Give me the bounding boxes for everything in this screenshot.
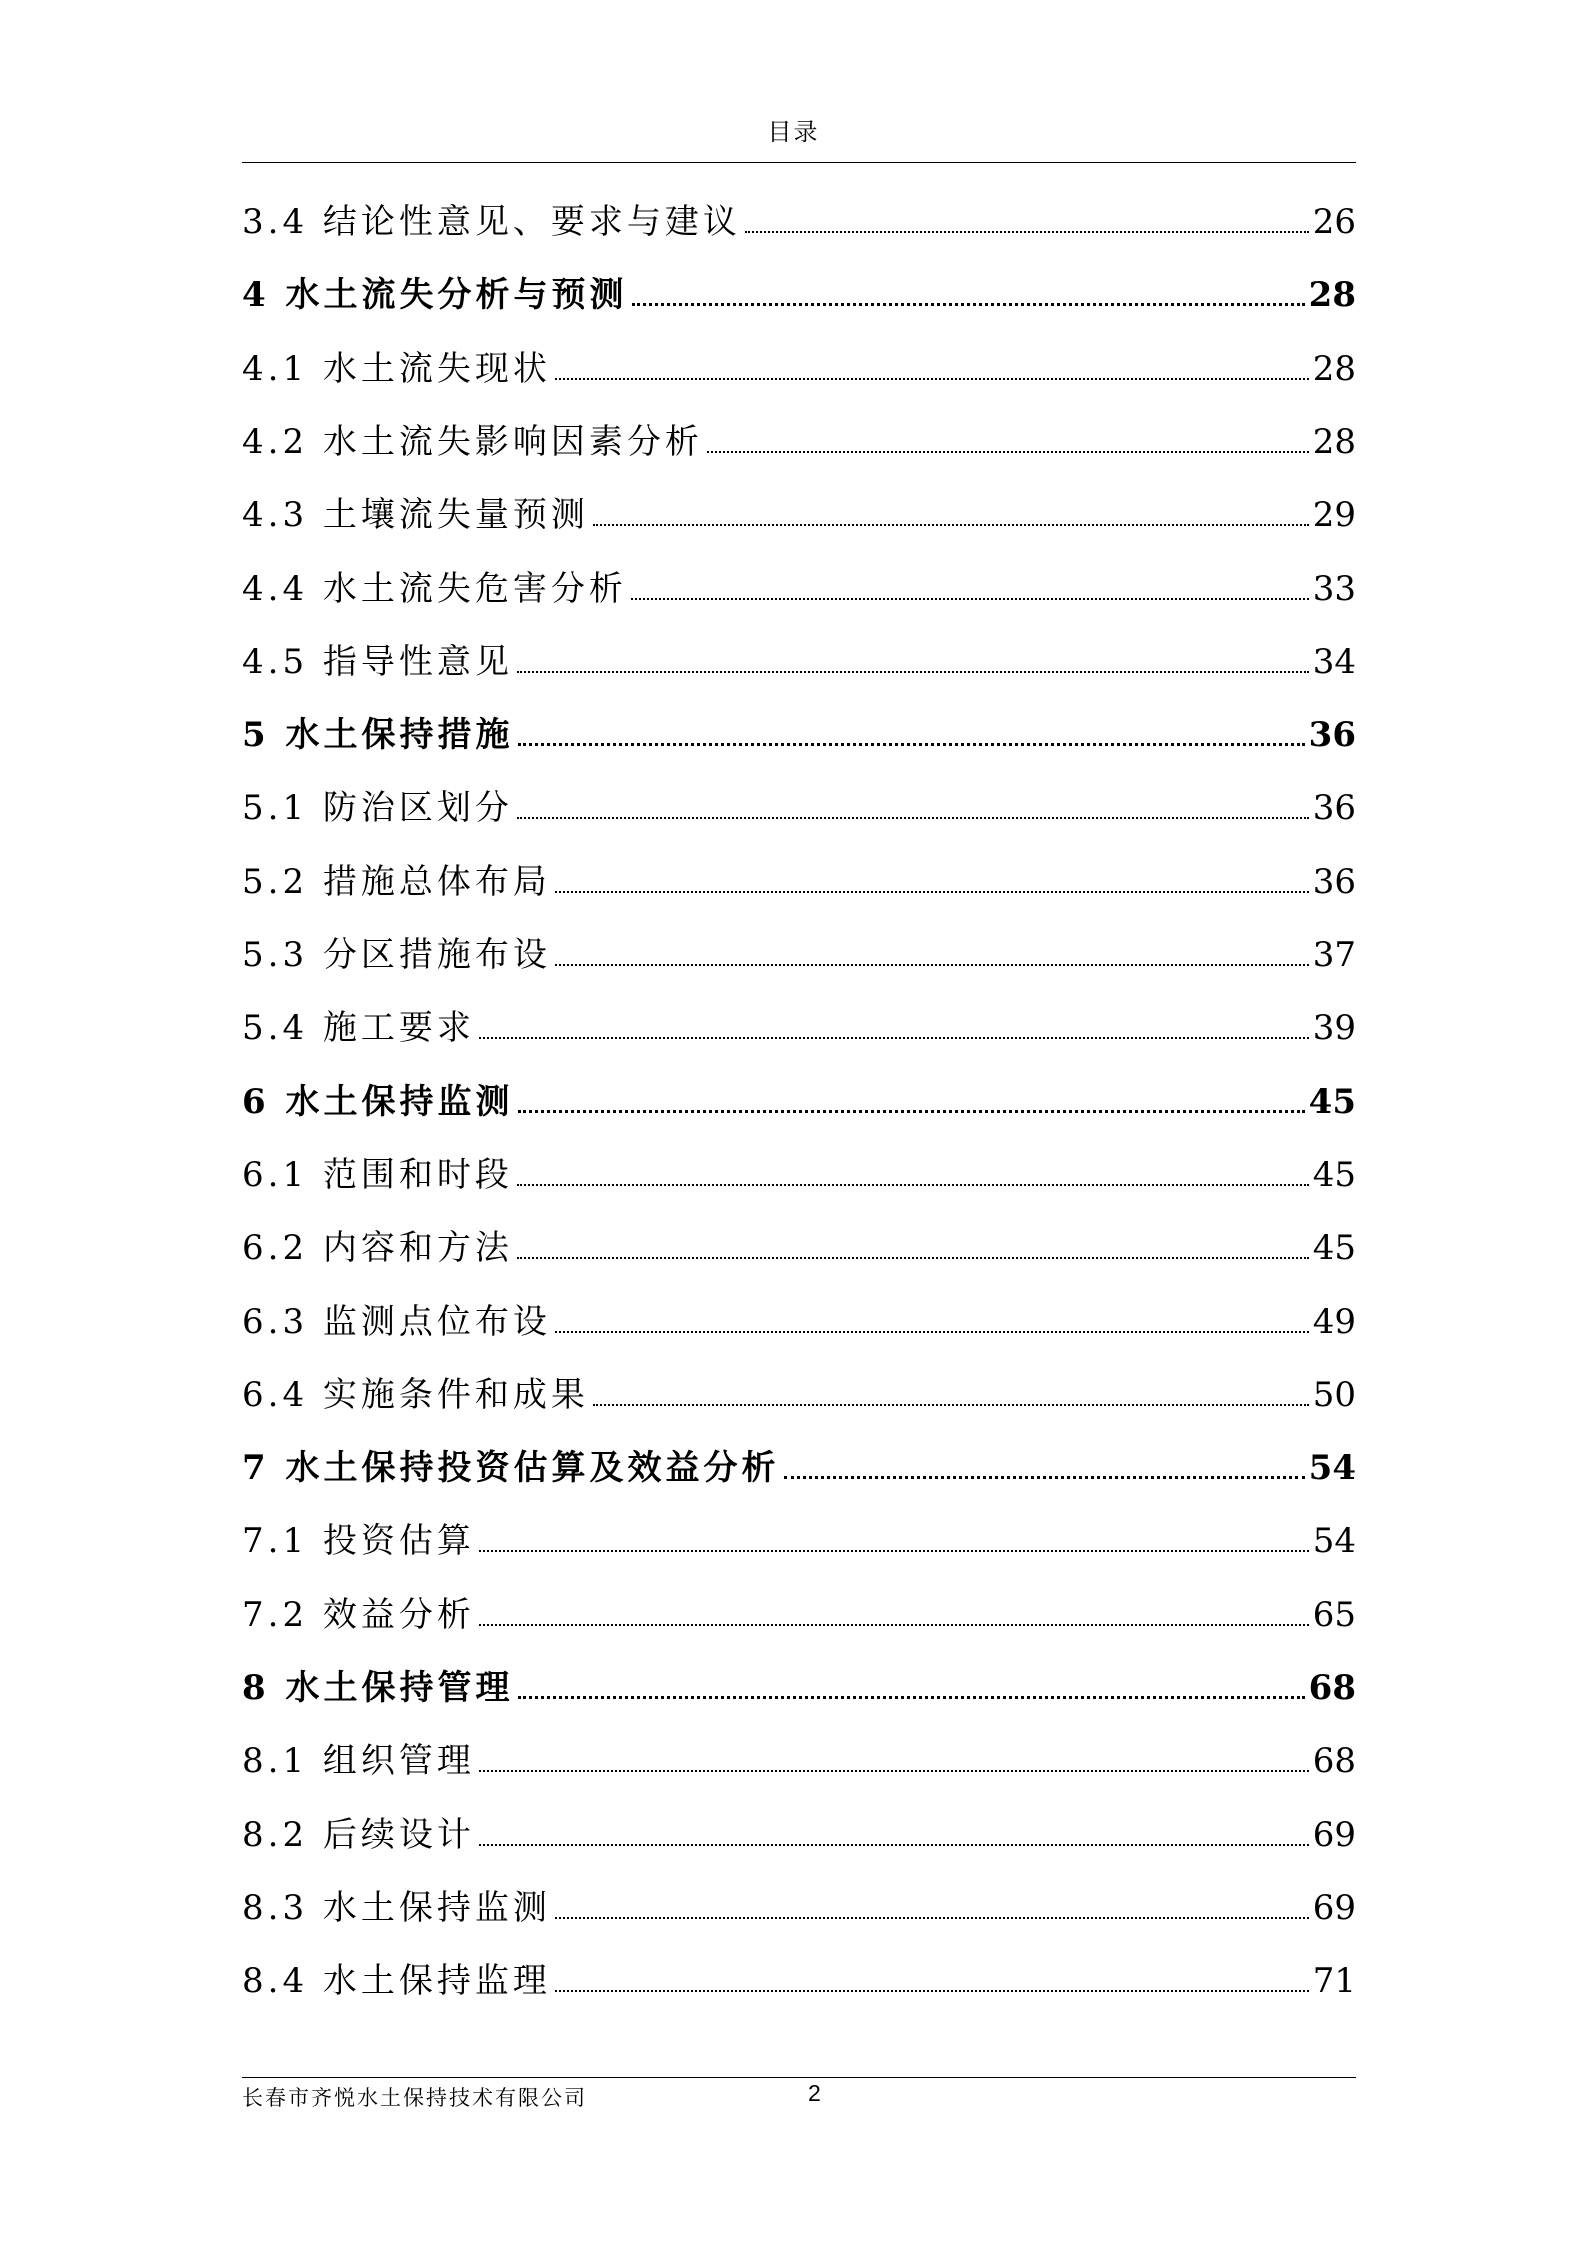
toc-dot-leader (784, 1472, 1305, 1479)
toc-dot-leader (479, 1033, 1309, 1039)
toc-entry-label: 4.5 指导性意见 (242, 641, 513, 682)
toc-dot-leader (555, 1327, 1309, 1333)
toc-entry[interactable] (242, 1074, 1356, 1122)
toc-entry[interactable] (242, 414, 1356, 462)
toc-entry[interactable] (242, 561, 1356, 609)
toc-entry[interactable] (242, 194, 1356, 242)
toc-dot-leader (555, 887, 1309, 893)
footer-page-number: 2 (808, 2080, 821, 2106)
toc-dot-leader (707, 447, 1309, 453)
toc-dot-leader (518, 1692, 1305, 1699)
toc-dot-leader (479, 1546, 1309, 1552)
toc-dot-leader (517, 813, 1309, 819)
toc-entry[interactable] (242, 1660, 1356, 1708)
toc-entry-label: 6.1 范围和时段 (242, 1154, 513, 1195)
toc-entry-page-number: 45 (1312, 1228, 1356, 1269)
toc-entry[interactable] (242, 1880, 1356, 1928)
toc-entry[interactable] (242, 1220, 1356, 1268)
toc-entry-page-number: 68 (1312, 1741, 1356, 1782)
toc-entry[interactable] (242, 487, 1356, 535)
toc-dot-leader (555, 1913, 1309, 1919)
toc-entry-label: 7.2 效益分析 (242, 1594, 475, 1635)
toc-entry[interactable] (242, 1733, 1356, 1781)
toc-entry-page-number: 68 (1308, 1668, 1356, 1708)
toc-entry-page-number: 36 (1308, 715, 1356, 756)
toc-dot-leader (518, 739, 1305, 746)
toc-entry-label: 8.2 后续设计 (242, 1814, 475, 1855)
toc-entry-label: 4.3 土壤流失量预测 (242, 495, 589, 536)
toc-entry-label: 6 水土保持监测 (242, 1081, 514, 1122)
toc-dot-leader (518, 1106, 1305, 1113)
toc-dot-leader (517, 1180, 1309, 1186)
toc-entry-page-number: 36 (1312, 861, 1356, 902)
toc-entry-label: 5.2 措施总体布局 (242, 861, 551, 902)
toc-entry-label: 5.1 防治区划分 (242, 788, 513, 829)
toc-entry-label: 5.4 施工要求 (242, 1008, 475, 1049)
toc-entry[interactable] (242, 267, 1356, 315)
toc-dot-leader (555, 960, 1309, 966)
toc-dot-leader (745, 227, 1309, 233)
toc-entry-page-number: 29 (1312, 495, 1356, 536)
toc-dot-leader (631, 594, 1309, 600)
toc-entry-label: 4.4 水土流失危害分析 (242, 568, 627, 609)
toc-entry-page-number: 39 (1312, 1008, 1356, 1049)
toc-entry-page-number: 45 (1312, 1154, 1356, 1195)
toc-entry-page-number: 34 (1312, 641, 1356, 682)
toc-entry-label: 5.3 分区措施布设 (242, 935, 551, 975)
toc-dot-leader (593, 1400, 1309, 1406)
toc-entry-page-number: 33 (1312, 568, 1356, 609)
toc-entry[interactable] (242, 780, 1356, 828)
toc-dot-leader (517, 1253, 1309, 1259)
toc-entry-page-number: 28 (1308, 275, 1356, 316)
toc-entry-label: 7 水土保持投资估算及效益分析 (242, 1448, 780, 1489)
toc-entry-label: 4.2 水土流失影响因素分析 (242, 421, 703, 462)
footer-divider (242, 2077, 1356, 2078)
toc-dot-leader (479, 1620, 1309, 1626)
toc-entry-page-number: 50 (1312, 1374, 1356, 1415)
toc-entry-page-number: 28 (1312, 348, 1356, 389)
toc-entry-label: 4 水土流失分析与预测 (242, 275, 628, 316)
toc-entry[interactable] (242, 1147, 1356, 1195)
toc-dot-leader (555, 374, 1309, 380)
toc-dot-leader (632, 299, 1305, 306)
page-header-title: 目录 (767, 118, 820, 146)
toc-entry-page-number: 65 (1312, 1594, 1356, 1635)
toc-entry-label: 7.1 投资估算 (242, 1521, 475, 1562)
toc-entry[interactable] (242, 707, 1356, 755)
toc-entry[interactable] (242, 1000, 1356, 1048)
toc-entry[interactable] (242, 1587, 1356, 1635)
toc-entry-label: 4.1 水土流失现状 (242, 348, 551, 389)
toc-entry[interactable] (242, 341, 1356, 389)
toc-entry-label: 8 水土保持管理 (242, 1668, 514, 1708)
toc-entry-label: 6.3 监测点位布设 (242, 1301, 551, 1342)
toc-entry[interactable] (242, 1367, 1356, 1415)
toc-dot-leader (555, 1986, 1309, 1992)
toc-entry-page-number: 36 (1312, 788, 1356, 829)
toc-entry-page-number: 49 (1312, 1301, 1356, 1342)
toc-entry-label: 6.2 内容和方法 (242, 1228, 513, 1269)
footer-company-name: 长春市齐悦水土保持技术有限公司 (242, 2086, 587, 2110)
toc-entry[interactable] (242, 1807, 1356, 1855)
toc-entry-page-number: 54 (1308, 1448, 1356, 1489)
toc-dot-leader (479, 1766, 1309, 1772)
toc-entry[interactable] (242, 1440, 1356, 1488)
toc-entry-page-number: 54 (1312, 1521, 1356, 1562)
toc-entry-label: 5 水土保持措施 (242, 715, 514, 756)
toc-entry-page-number: 28 (1312, 421, 1356, 462)
toc-entry-label: 3.4 结论性意见、要求与建议 (242, 202, 741, 242)
toc-entry-label: 6.4 实施条件和成果 (242, 1374, 589, 1415)
toc-entry[interactable] (242, 1953, 1356, 2001)
toc-dot-leader (479, 1840, 1309, 1846)
toc-entry[interactable] (242, 927, 1356, 975)
toc-entry-page-number: 71 (1312, 1961, 1356, 2002)
toc-entry-page-number: 69 (1312, 1887, 1356, 1928)
toc-entry-page-number: 37 (1312, 935, 1356, 975)
toc-entry[interactable] (242, 1513, 1356, 1561)
toc-entry[interactable] (242, 1294, 1356, 1342)
toc-entry[interactable] (242, 854, 1356, 902)
toc-entry-label: 8.4 水土保持监理 (242, 1961, 551, 2002)
toc-entry-page-number: 26 (1312, 202, 1356, 242)
toc-entry[interactable] (242, 634, 1356, 682)
toc-entry-label: 8.3 水土保持监测 (242, 1887, 551, 1928)
toc-dot-leader (593, 520, 1309, 526)
toc-entry-page-number: 45 (1308, 1081, 1356, 1122)
table-of-contents (242, 0, 1356, 2245)
toc-dot-leader (517, 667, 1309, 673)
toc-entry-page-number: 69 (1312, 1814, 1356, 1855)
toc-entry-label: 8.1 组织管理 (242, 1741, 475, 1782)
